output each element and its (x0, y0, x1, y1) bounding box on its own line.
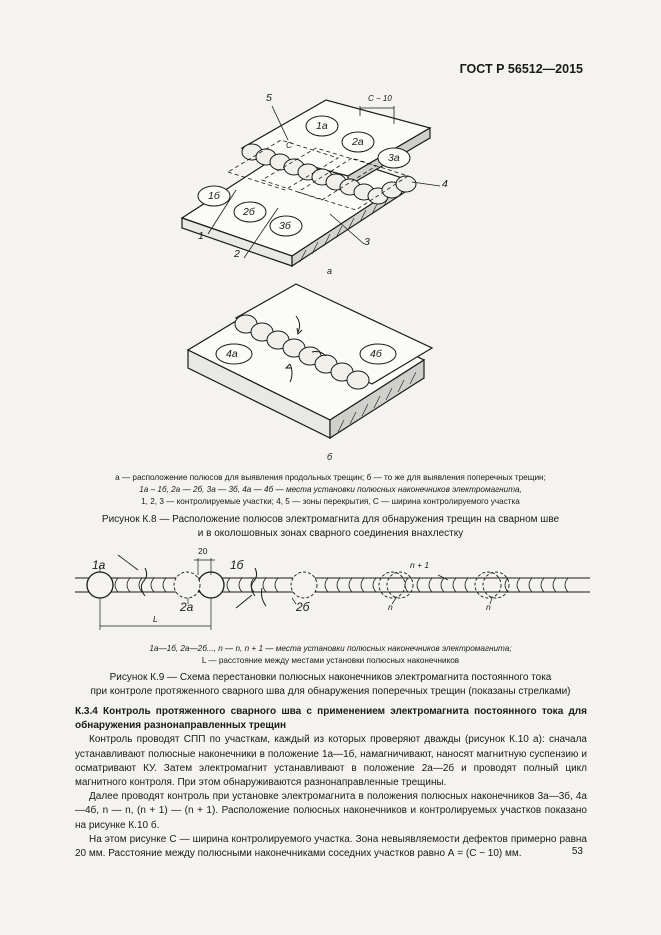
paragraph-3: На этом рисунке C — ширина контролируемого участка. Зона невыявляемости дефектов примерно равна 20 мм. Расстояние между полюсными наконечниками соседних участков равно А = (C − 10) мм. (75, 833, 587, 860)
standard-number: ГОСТ Р 56512—2015 (459, 62, 583, 76)
callout-2: 2 (234, 248, 240, 260)
pole-label-n-second: n (486, 602, 491, 612)
pole-label-n-plus-1: n + 1 (410, 560, 430, 570)
pole-label-3a: 3а (388, 152, 400, 164)
pole-label-2b-k9: 2б (296, 600, 310, 614)
pole-label-1a-k9: 1а (92, 558, 106, 572)
figure-k9-legend-line2: L — расстояние между местами установки полюсных наконечников (201, 656, 460, 665)
figure-k8-legend-line2: 1а – 1б, 2а — 2б, 3а — 3б, 4а — 4б — места установки полюсных наконечников электромагнита, (139, 485, 522, 494)
dimension-label-c: C (286, 140, 293, 150)
paragraph-1: Контроль проводят СПП по участкам, каждый из которых проверяют дважды (рисунок К.10 а): сначала устанавливают полюсные наконечники в положение 1а—1б, намагничивают, наносят магнитную суспензию и осматривают КУ. Затем электромагнит устанавливают в положение 2а—2б и проводят полный цикл магнитного контроля. При этом обнаруживаются разнонаправленные трещины. (75, 734, 587, 789)
section-k34 (75, 705, 587, 861)
dimension-label-20: 20 (198, 546, 208, 556)
pole-label-1b-k9: 1б (230, 558, 244, 572)
subfigure-label-a: а (327, 266, 333, 276)
page-number: 53 (571, 846, 583, 857)
figure-k8-caption-line1: Рисунок К.8 — Расположение полюсов электромагнита для обнаружения трещин на сварном шве (101, 514, 560, 525)
figure-k9-caption-line1: Рисунок К.9 — Схема перестановки полюсных наконечников электромагнита постоянного тока (109, 672, 552, 683)
pole-label-2a-k9: 2а (180, 600, 194, 614)
figure-k8-caption-line2: и в околошовных зонах сварного соединения внахлестку (197, 528, 464, 539)
dimension-label-L: L (153, 614, 158, 624)
callout-1: 1 (198, 230, 204, 242)
pole-label-1b: 1б (208, 190, 220, 202)
callout-4: 4 (442, 178, 448, 190)
pole-label-n: n (388, 602, 393, 612)
subfigure-label-b: б (327, 452, 333, 462)
paragraph-2: Далее проводят контроль при установке электромагнита в положения полюсных наконечников 3а—3б, 4а—4б, n — n, (n + 1) — (n + 1). Расположение полюсных наконечников и контролируемых участков показано на рисунке К.10 б. (75, 791, 587, 831)
figure-k8b-drawing (188, 284, 432, 438)
figure-k8-legend-line1: а — расположение полюсов для выявления продольных трещин; б — то же для выявления поперечных трещин; (115, 473, 546, 482)
pole-label-1a: 1а (316, 120, 328, 132)
dimension-label-c-10: C − 10 (368, 94, 392, 103)
pole-label-3b: 3б (279, 220, 291, 232)
pole-label-4a: 4а (226, 348, 238, 360)
figure-k9-legend-line1: 1а—1б, 2а—2б..., n — n, n + 1 — места установки полюсных наконечников электромагнита; (149, 644, 512, 653)
callout-5: 5 (266, 92, 272, 104)
figure-k8a-drawing (182, 100, 440, 266)
pole-label-4b: 4б (370, 348, 382, 360)
pole-label-2a: 2а (352, 136, 364, 148)
figure-k9-caption-line2: при контроле протяженного сварного шва для обнаружения поперечных трещин (показаны стрелками) (90, 686, 571, 697)
callout-3: 3 (364, 236, 370, 248)
figure-k8-legend-line3: 1, 2, 3 — контролируемые участки; 4, 5 — зоны перекрытия, C — ширина контролируемого участка (141, 497, 520, 506)
pole-label-2b: 2б (243, 206, 255, 218)
section-heading: К.3.4 Контроль протяженного сварного шва с применением электромагнита постоянного тока для обнаружения разнонаправленных трещин (75, 706, 587, 732)
